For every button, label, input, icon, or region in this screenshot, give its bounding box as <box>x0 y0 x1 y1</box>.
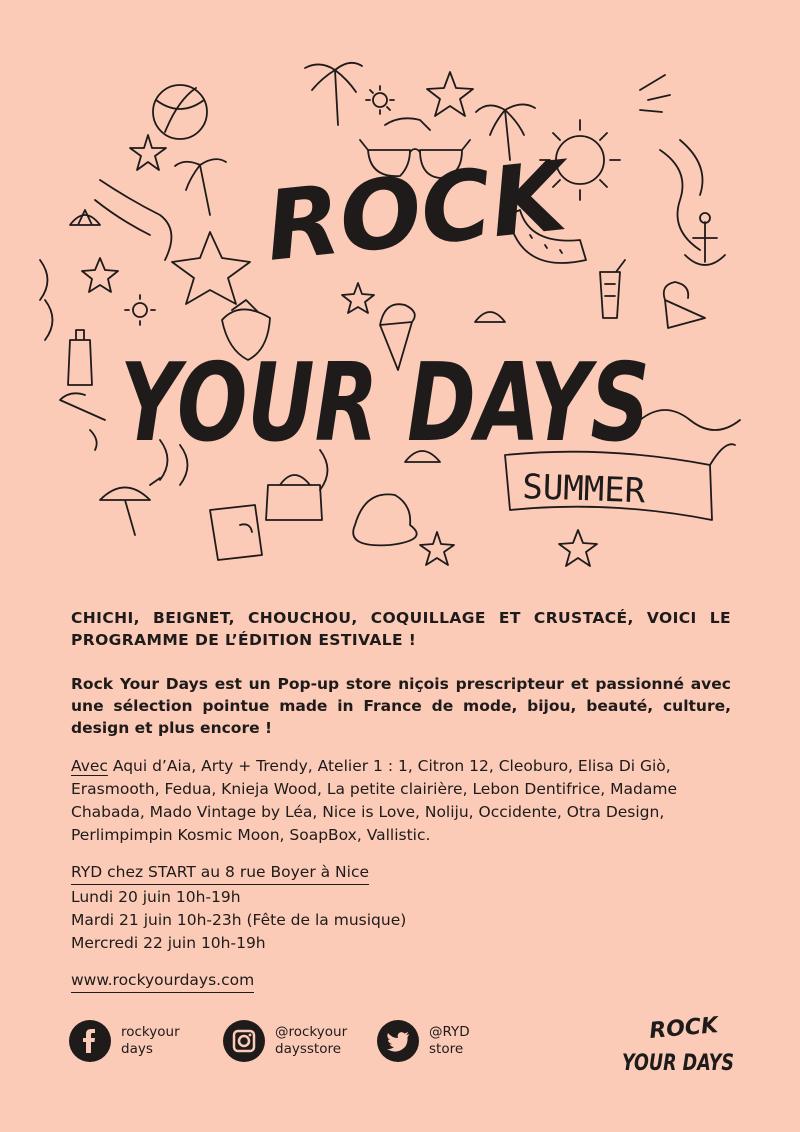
facebook-handle-1: rockyour <box>121 1024 180 1040</box>
shell-right-icon <box>475 312 505 322</box>
small-sun-left-icon <box>125 295 155 325</box>
rock-your-days-logo <box>618 1008 738 1083</box>
instagram-handle-2: daysstore <box>275 1041 342 1057</box>
umbrella-icon <box>100 478 160 535</box>
title-rock: ROCK <box>260 140 572 283</box>
palm-tree-icon <box>305 63 362 125</box>
ice-cream-right-icon <box>664 282 705 328</box>
venue-title: RYD chez START au 8 rue Boyer à Nice <box>71 861 369 885</box>
logo-line-2: YOUR DAYS <box>622 1051 734 1076</box>
starfish-bottom-icon <box>420 532 454 565</box>
schedule-day-1: Lundi 20 juin 10h-19h <box>71 888 241 906</box>
beach-ball-icon <box>153 85 207 139</box>
hat-icon <box>353 494 416 545</box>
makers-label: Avec <box>71 757 108 775</box>
poster-text-content <box>71 607 731 993</box>
palm-left-icon <box>60 393 105 450</box>
instagram-handle-1: @rockyour <box>275 1024 348 1040</box>
bag-icon <box>266 475 322 520</box>
website-link[interactable]: www.rockyourdays.com <box>71 969 254 993</box>
sunscreen-bottle-icon <box>68 330 92 385</box>
starfish-bottom-right-icon <box>559 530 597 566</box>
wave-lines <box>100 180 171 260</box>
title-your-days: YOUR DAYS <box>120 341 650 466</box>
logo-line-1: ROCK <box>648 1013 720 1044</box>
starfish-big-icon <box>172 232 250 304</box>
schedule <box>71 886 731 955</box>
twitter-handle-1: @RYD <box>429 1024 470 1040</box>
instagram-icon <box>223 1020 265 1062</box>
facebook-icon <box>69 1020 111 1062</box>
sun-ray-lines <box>640 75 670 112</box>
twitter-icon <box>377 1020 419 1062</box>
schedule-day-2: Mardi 21 juin 10h-23h (Fête de la musique) <box>71 911 407 929</box>
starfish-middle-icon <box>342 283 374 313</box>
starfish-icon <box>427 72 473 116</box>
small-sun-icon <box>366 86 394 114</box>
facebook-handle-2: days <box>121 1041 153 1057</box>
twitter-handle-2: store <box>429 1041 464 1057</box>
drink-cup-icon <box>600 260 625 318</box>
social-links <box>69 1020 517 1062</box>
shell-icon <box>70 210 100 225</box>
social-instagram[interactable] <box>223 1020 363 1062</box>
palm-small-icon <box>175 159 226 215</box>
starfish-small-icon <box>82 258 118 292</box>
left-wave-lines <box>40 260 53 340</box>
ribbon-text: SUMMER <box>521 467 646 512</box>
intro-paragraph: Rock Your Days est un Pop-up store niçois prescripteur et passionné avec une sélection pointue made in France de mode, bijou, beauté, culture, design et plus encore ! <box>71 675 731 737</box>
wallet-icon <box>210 505 262 560</box>
social-twitter[interactable] <box>377 1020 517 1062</box>
schedule-day-3: Mercredi 22 juin 10h-19h <box>71 934 266 952</box>
makers-names: Aqui d’Aia, Arty + Trendy, Atelier 1 : 1, Citron 12, Cleoburo, Elisa Di Giò, Erasmooth, Fedua, Knieja Wood, La petite clairière, Lebon Dentifrice, Madame Chabada, Mado Vintage by Léa, Nice is Love, Noliju, Occidente, Otra Design, Perlimpimpin Kosmic Moon, SoapBox, Vallistic. <box>71 757 677 844</box>
social-facebook[interactable] <box>69 1020 209 1062</box>
headline: CHICHI, BEIGNET, CHOUCHOU, COQUILLAGE ET CRUSTACÉ, VOICI LE PROGRAMME DE L’ÉDITION ESTIVALE ! <box>71 609 731 649</box>
starfish-left-icon <box>130 135 166 170</box>
makers-list <box>71 755 731 847</box>
